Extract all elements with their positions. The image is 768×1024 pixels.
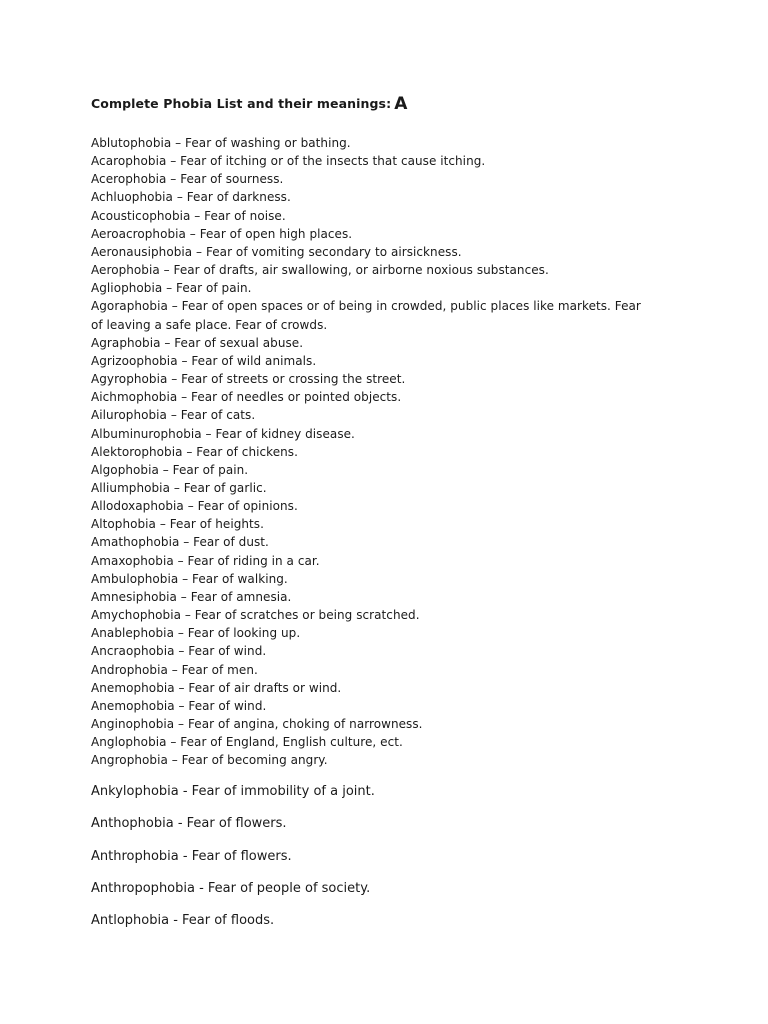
- title-letter: A: [394, 94, 408, 114]
- list-item: Anglophobia – Fear of England, English culture, ect.: [91, 735, 403, 750]
- list-item: Ailurophobia – Fear of cats.: [91, 408, 256, 423]
- list-item: Agrizoophobia – Fear of wild animals.: [91, 353, 317, 368]
- title-text: Complete Phobia List and their meanings:: [91, 96, 392, 111]
- list-item: Agliophobia – Fear of pain.: [91, 281, 252, 296]
- list-item: Anthropophobia - Fear of people of society.: [91, 880, 371, 896]
- list-item: Amathophobia – Fear of dust.: [91, 535, 269, 550]
- list-item: Acarophobia – Fear of itching or of the insects that cause itching.: [91, 154, 486, 169]
- list-item: Acerophobia – Fear of sourness.: [91, 172, 284, 187]
- list-item: Ambulophobia – Fear of walking.: [91, 571, 288, 586]
- list-item: Anginophobia – Fear of angina, choking of narrowness.: [91, 717, 423, 731]
- phobia-list-small: [91, 134, 691, 769]
- list-item: Amaxophobia – Fear of riding in a car.: [91, 553, 320, 568]
- list-item: Amychophobia – Fear of scratches or being scratched.: [91, 608, 420, 623]
- phobia-list-large: [91, 776, 691, 937]
- list-item: Agyrophobia – Fear of streets or crossing the street.: [91, 372, 406, 387]
- list-item: Anemophobia – Fear of wind.: [91, 698, 267, 713]
- page-title: [91, 94, 407, 114]
- list-item: Albuminurophobia – Fear of kidney disease.: [91, 426, 355, 441]
- list-item: Ablutophobia – Fear of washing or bathing.: [91, 136, 351, 150]
- list-item: Anthophobia - Fear of flowers.: [91, 816, 287, 832]
- list-item: Algophobia – Fear of pain.: [91, 462, 249, 477]
- list-item: Aichmophobia – Fear of needles or pointed objects.: [91, 390, 402, 405]
- list-item: Anthrophobia - Fear of flowers.: [91, 848, 292, 864]
- list-item: Achluophobia – Fear of darkness.: [91, 190, 291, 205]
- list-item: Anablephobia – Fear of looking up.: [91, 626, 301, 641]
- list-item: Agraphobia – Fear of sexual abuse.: [91, 335, 304, 350]
- list-item: Altophobia – Fear of heights.: [91, 517, 264, 532]
- list-item: Angrophobia – Fear of becoming angry.: [91, 753, 328, 768]
- list-item: Aeronausiphobia – Fear of vomiting secondary to airsickness.: [91, 244, 462, 259]
- list-item: Allodoxaphobia – Fear of opinions.: [91, 499, 298, 514]
- list-item: Ankylophobia - Fear of immobility of a joint.: [91, 784, 375, 799]
- list-item: Anemophobia – Fear of air drafts or wind.: [91, 680, 342, 695]
- list-item: Alliumphobia – Fear of garlic.: [91, 480, 267, 495]
- list-item: Agoraphobia – Fear of open spaces or of being in crowded, public places like markets. Fear: [91, 299, 641, 314]
- list-item: Antlophobia - Fear of floods.: [91, 913, 275, 929]
- list-item: Alektorophobia – Fear of chickens.: [91, 444, 298, 459]
- list-item: Androphobia – Fear of men.: [91, 662, 258, 677]
- list-item: Acousticophobia – Fear of noise.: [91, 208, 286, 223]
- list-item: Ancraophobia – Fear of wind.: [91, 644, 267, 659]
- list-item: of leaving a safe place. Fear of crowds.: [91, 317, 328, 332]
- list-item: Aerophobia – Fear of drafts, air swallowing, or airborne noxious substances.: [91, 263, 549, 278]
- list-item: Aeroacrophobia – Fear of open high places.: [91, 226, 353, 241]
- list-item: Amnesiphobia – Fear of amnesia.: [91, 589, 292, 604]
